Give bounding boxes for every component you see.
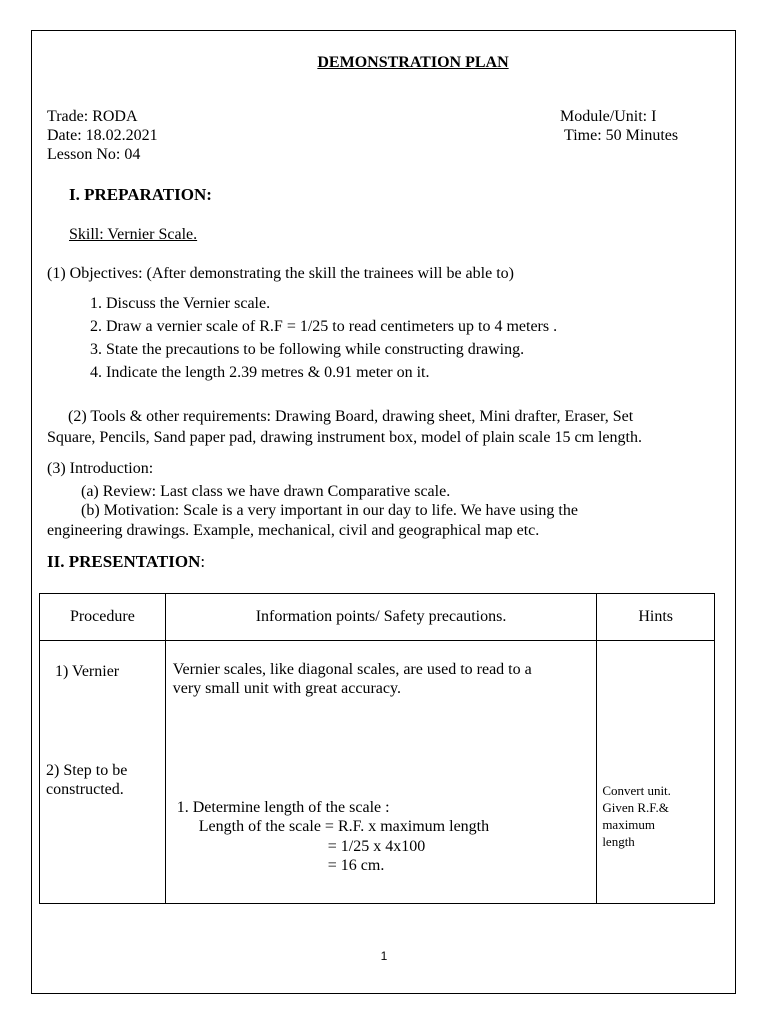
objective-item: 3. State the precautions to be following while constructing drawing. bbox=[90, 341, 525, 358]
hint-line: length bbox=[602, 834, 635, 849]
trade-label: Trade: RODA bbox=[47, 108, 138, 125]
procedure-cell bbox=[40, 641, 166, 904]
page-number: 1 bbox=[380, 949, 388, 963]
step-1-line-1: 1. Determine length of the scale : bbox=[176, 799, 390, 816]
table-header-hints: Hints bbox=[597, 594, 715, 641]
preparation-heading: I. PREPARATION: bbox=[69, 185, 212, 204]
motivation-line-2: engineering drawings. Example, mechanical, civil and geographical map etc. bbox=[47, 522, 540, 539]
tools-line-2: Square, Pencils, Sand paper pad, drawing instrument box, model of plain scale 15 cm length. bbox=[47, 429, 642, 446]
presentation-heading-colon: : bbox=[200, 552, 206, 571]
info-1-line-1: Vernier scales, like diagonal scales, are used to read to a bbox=[172, 661, 532, 678]
hint-line: Given R.F.& bbox=[602, 800, 669, 815]
step-1-line-2: Length of the scale = R.F. x maximum length bbox=[198, 818, 490, 835]
objective-item: 1. Discuss the Vernier scale. bbox=[90, 295, 271, 312]
hint-line: maximum bbox=[602, 817, 656, 832]
hint-line: Convert unit. bbox=[602, 783, 671, 798]
step-1-line-4: = 16 cm. bbox=[327, 857, 385, 874]
hints-cell bbox=[597, 641, 715, 904]
presentation-table bbox=[39, 593, 715, 904]
info-1-line-2: very small unit with great accuracy. bbox=[172, 680, 401, 697]
motivation-line-1: (b) Motivation: Scale is a very important in our day to life. We have using the bbox=[81, 502, 578, 519]
review-text: (a) Review: Last class we have drawn Comparative scale. bbox=[81, 483, 451, 500]
table-header-information: Information points/ Safety precautions. bbox=[165, 594, 597, 641]
presentation-heading-wrap bbox=[47, 552, 205, 572]
document-title: DEMONSTRATION PLAN bbox=[317, 54, 509, 71]
tools-line-1: (2) Tools & other requirements: Drawing Board, drawing sheet, Mini drafter, Eraser, Set bbox=[68, 408, 634, 425]
objectives-intro: (1) Objectives: (After demonstrating the skill the trainees will be able to) bbox=[47, 265, 514, 282]
presentation-heading: II. PRESENTATION bbox=[47, 552, 201, 571]
time-label: Time: 50 Minutes bbox=[564, 127, 679, 144]
procedure-1: 1) Vernier bbox=[55, 663, 120, 680]
objective-item: 4. Indicate the length 2.39 metres & 0.91 meter on it. bbox=[90, 364, 430, 381]
module-label: Module/Unit: I bbox=[560, 108, 657, 125]
procedure-2-line-2: constructed. bbox=[46, 781, 124, 798]
introduction-heading: (3) Introduction: bbox=[47, 460, 154, 477]
lesson-label: Lesson No: 04 bbox=[47, 146, 141, 163]
objective-item: 2. Draw a vernier scale of R.F = 1/25 to read centimeters up to 4 meters . bbox=[90, 318, 558, 335]
date-label: Date: 18.02.2021 bbox=[47, 127, 158, 144]
information-cell bbox=[165, 641, 597, 904]
procedure-2-line-1: 2) Step to be bbox=[46, 762, 128, 779]
table-header-procedure: Procedure bbox=[40, 594, 166, 641]
skill-label: Skill: Vernier Scale. bbox=[69, 226, 198, 243]
step-1-line-3: = 1/25 x 4x100 bbox=[327, 838, 426, 855]
